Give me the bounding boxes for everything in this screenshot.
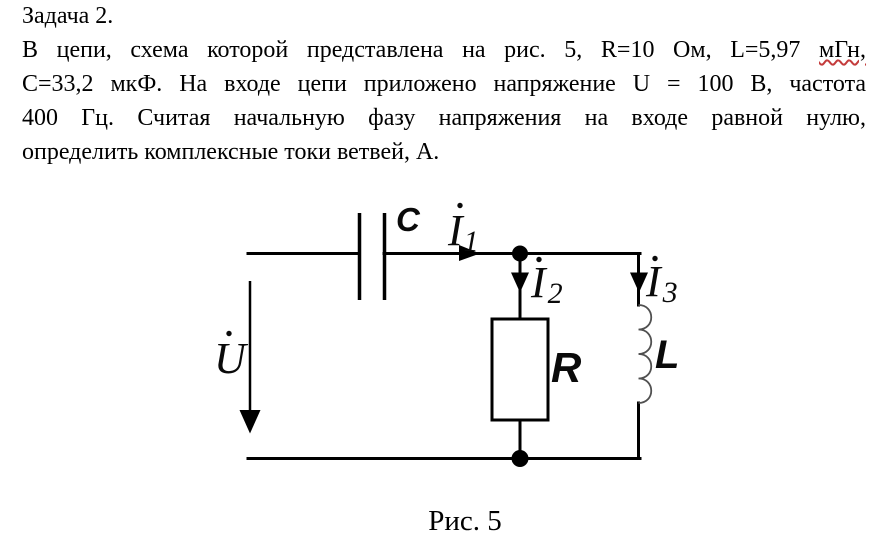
node-top [512, 246, 528, 262]
capacitor-label: C [396, 201, 420, 238]
inductor-symbol [639, 305, 652, 403]
inductor-label: L [655, 333, 680, 377]
resistor-label: R [551, 344, 582, 391]
voltage-label: U [214, 334, 246, 383]
current1-label: I1 [448, 206, 479, 258]
figure-caption: Рис. 5 [428, 505, 502, 537]
spellcheck-marked-word: мГн, [819, 37, 867, 63]
current3-label: I3 [646, 257, 678, 309]
problem-line-5: определить комплексные токи ветвей, А. [22, 139, 440, 165]
problem-title: Задача 2. [22, 3, 114, 29]
problem-line2-text: В цепи, схема которой представлена на рис. 5, R=10 Ом, L=5,97 [22, 37, 801, 63]
current2-label: I2 [531, 258, 563, 310]
current2-arrow [511, 273, 529, 293]
capacitor-symbol [360, 213, 385, 300]
problem-line-4: 400 Гц. Считая начальную фазу напряжения на входе равной нулю, [22, 105, 866, 131]
resistor-symbol [492, 319, 548, 420]
voltage-arrow-head [240, 410, 261, 434]
node-bottom [512, 450, 529, 467]
problem-line-3: С=33,2 мкФ. На входе цепи приложено напряжение U = 100 В, частота [22, 71, 866, 97]
